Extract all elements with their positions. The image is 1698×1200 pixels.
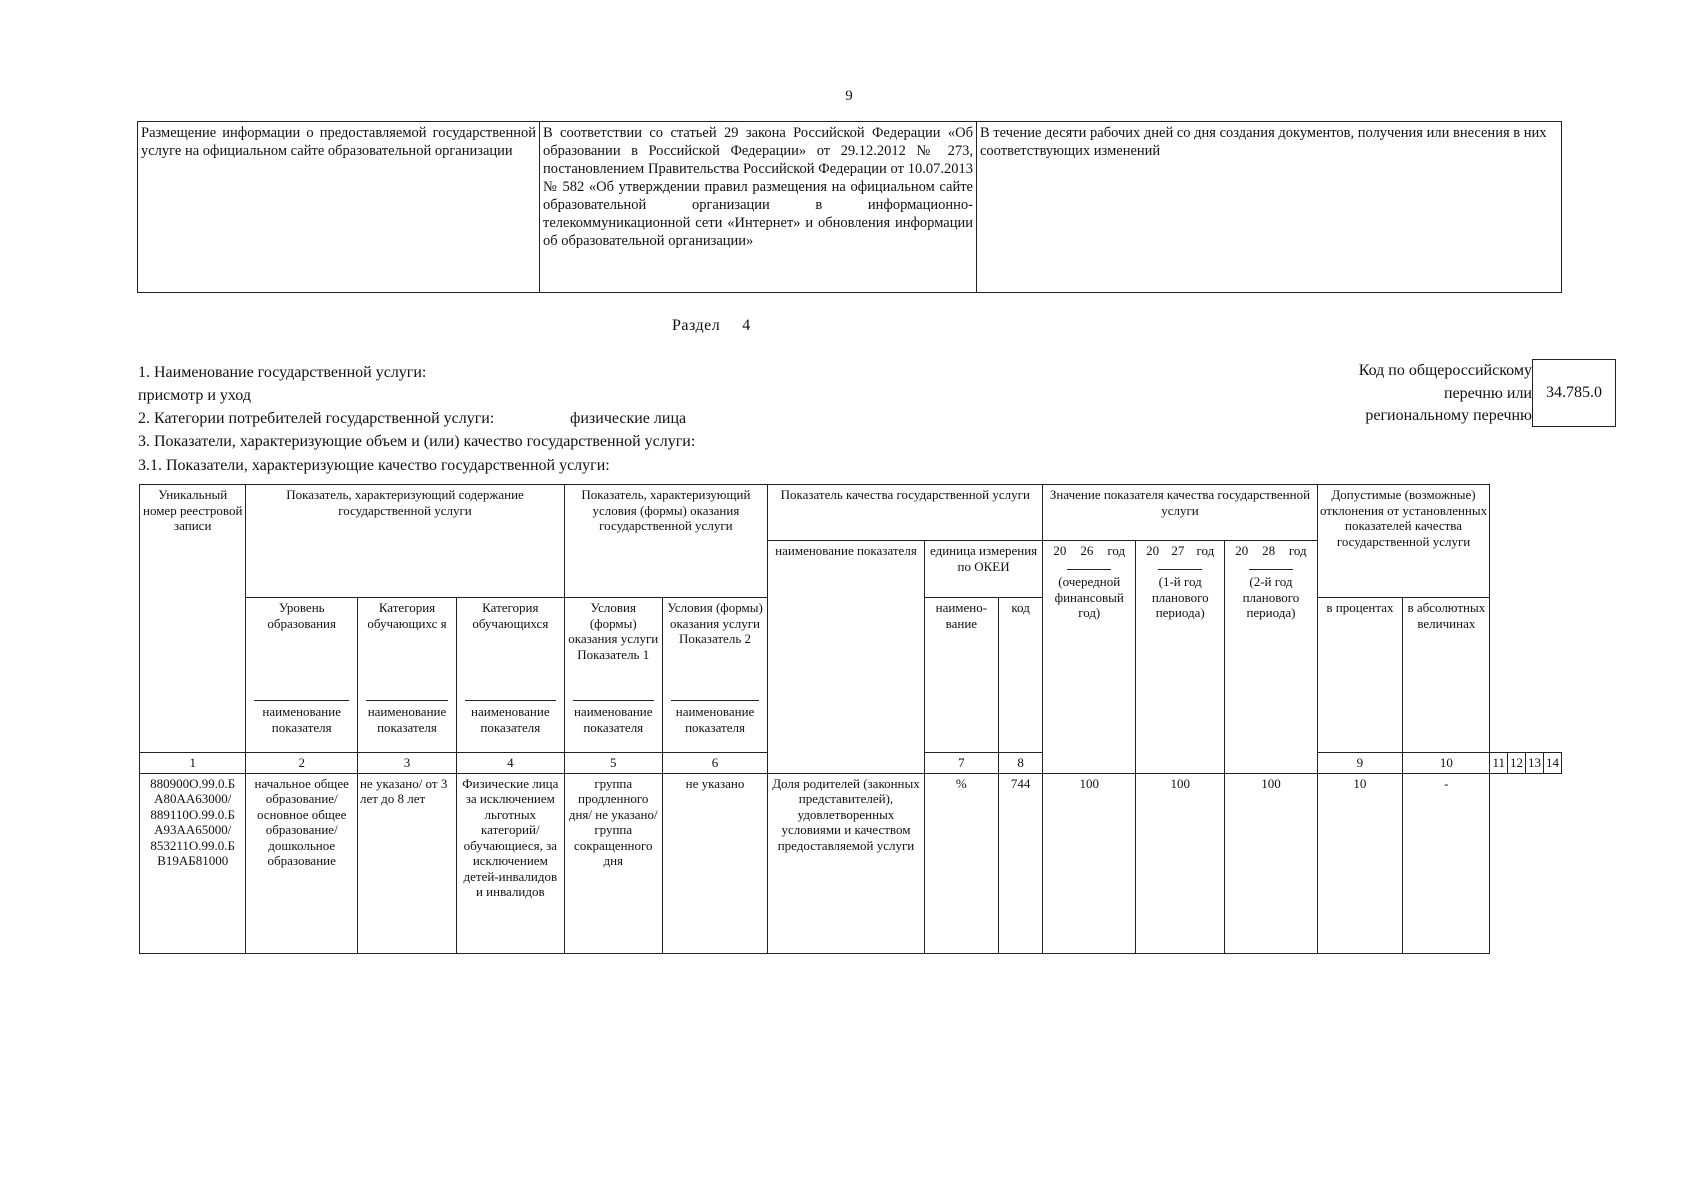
- year2-value-cell: 100: [1136, 773, 1225, 953]
- col-number: 1: [140, 753, 246, 774]
- year3-year: 28: [1262, 543, 1276, 558]
- year-underline: [1067, 569, 1111, 570]
- header-conditions-indicator: Показатель, характеризующий условия (формы) оказания государственной услуги: [564, 485, 768, 598]
- education-level-cell: начальное общее образование/ основное общее образование/ дошкольное образование: [246, 773, 358, 953]
- consumers-value: физические лица: [570, 410, 687, 427]
- student-category-1-cell: не указано/ от 3 лет до 8 лет: [357, 773, 456, 953]
- col-number: 4: [457, 753, 565, 774]
- year3-note: (2-й год планового периода): [1242, 574, 1300, 620]
- unit-code-cell: 744: [998, 773, 1042, 953]
- student-category-2-cell: Физические лица за исключением льготных категорий/ обучающиеся, за исключением детей-инвалидов и инвалидов: [457, 773, 565, 953]
- year1-prefix: 20: [1053, 543, 1067, 558]
- code-label-line1: Код по общероссийскому: [1358, 362, 1532, 379]
- year2-note: (1-й год планового периода): [1151, 574, 1209, 620]
- table-row: [140, 773, 1562, 953]
- year3-suffix: год: [1288, 543, 1307, 558]
- header-unit-okei: единица измерения по ОКЕИ: [924, 541, 1043, 598]
- col-number: 6: [662, 753, 767, 774]
- year1-suffix: год: [1107, 543, 1126, 558]
- deviation-percent-cell: 10: [1317, 773, 1403, 953]
- page-number: 9: [845, 88, 853, 104]
- student-category-1-label: Категория обучающихс я: [367, 600, 447, 631]
- section-title: [672, 317, 751, 335]
- header-year-1: [1043, 541, 1136, 774]
- col-number: 8: [998, 753, 1042, 774]
- year-underline: [1249, 569, 1293, 570]
- code-label: [1292, 360, 1532, 428]
- section-label: Раздел: [672, 317, 721, 334]
- indicator-name-label: наименование показателя: [573, 700, 654, 735]
- year-underline: [1158, 569, 1202, 570]
- subheader-condition-2: [662, 598, 767, 753]
- col-number: 2: [246, 753, 358, 774]
- update-frequency-cell: В течение десяти рабочих дней со дня создания документов, получения или внесения в них соответствующих изменений: [977, 122, 1562, 293]
- col-number: 7: [924, 753, 998, 774]
- col-number: 3: [357, 753, 456, 774]
- placement-content-cell: В соответствии со статьей 29 закона Российской Федерации «Об образовании в Российской Федерации» от 29.12.2012 № 273, постановлением Правительства Российской Федерации от 10.07.2013 № 582 «Об утверждении правил размещения на официальном сайте образовательной организации в информационно-телекоммуникационной сети «Интернет» и обновления информации об образовательной организации»: [540, 122, 977, 293]
- subheader-unit-name: наимено-вание: [924, 598, 998, 753]
- year2-prefix: 20: [1146, 543, 1160, 558]
- indicator-name-label: наименование показателя: [254, 700, 349, 735]
- header-unique-number: Уникальный номер реестровой записи: [140, 485, 246, 753]
- condition-1-cell: группа продленного дня/ не указано/ группа сокращенного дня: [564, 773, 662, 953]
- indicator-name-label: наименование показателя: [465, 700, 556, 735]
- subheader-absolute: в абсолютных величинах: [1403, 598, 1490, 753]
- indicator-name-label: наименование показателя: [671, 700, 759, 735]
- header-content-indicator: Показатель, характеризующий содержание государственной услуги: [246, 485, 564, 598]
- condition-2-label: Условия (формы) оказания услуги Показатель 2: [667, 600, 763, 646]
- code-value-box: [1532, 359, 1616, 427]
- subheader-education-level: [246, 598, 358, 753]
- subheader-student-category-1: [357, 598, 456, 753]
- quality-indicators-label: 3.1. Показатели, характеризующие качество государственной услуги:: [138, 457, 610, 474]
- year3-prefix: 20: [1235, 543, 1249, 558]
- indicators-label: 3. Показатели, характеризующие объем и (или) качество государственной услуги:: [138, 433, 696, 450]
- header-indicator-values: Значение показателя качества государственной услуги: [1043, 485, 1317, 541]
- section-number: 4: [742, 317, 751, 334]
- year1-year: 26: [1080, 543, 1094, 558]
- header-year-3: [1225, 541, 1317, 774]
- education-level-label: Уровень образования: [267, 600, 336, 631]
- col-number: 14: [1544, 753, 1562, 774]
- header-quality-indicator: Показатель качества государственной услуги: [768, 485, 1043, 541]
- year1-note: (очередной финансовый год): [1054, 574, 1124, 620]
- subheader-student-category-2: [457, 598, 565, 753]
- indicator-name-cell: Доля родителей (законных представителей), удовлетворенных условиями и качеством предоставляемой услуги: [768, 773, 925, 953]
- service-name-value: присмотр и уход: [138, 387, 251, 404]
- student-category-2-label: Категория обучающихся: [472, 600, 549, 631]
- deviation-absolute-cell: -: [1403, 773, 1490, 953]
- condition-2-cell: не указано: [662, 773, 767, 953]
- code-value: 34.785.0: [1546, 384, 1602, 401]
- quality-indicators-table: [139, 484, 1562, 954]
- code-label-line2: перечню или: [1443, 384, 1532, 402]
- year1-value-cell: 100: [1043, 773, 1136, 953]
- subheader-unit-code: код: [998, 598, 1042, 753]
- code-label-line3: региональному перечню: [1365, 407, 1532, 424]
- info-placement-table: [137, 121, 1562, 293]
- unit-name-cell: %: [924, 773, 998, 953]
- col-number: 12: [1508, 753, 1526, 774]
- header-year-2: [1136, 541, 1225, 774]
- subheader-percent: в процентах: [1317, 598, 1403, 753]
- col-number: 13: [1526, 753, 1544, 774]
- registry-number-cell: 880900О.99.0.Б А80АА63000/ 889110О.99.0.Б А93АА65000/ 853211О.99.0.Б В19АБ81000: [140, 773, 246, 953]
- header-deviation: Допустимые (возможные) отклонения от установленных показателей качества государственной услуги: [1317, 485, 1490, 598]
- col-number: 11: [1490, 753, 1508, 774]
- indicator-name-label: наименование показателя: [366, 700, 448, 735]
- col-number: 9: [1317, 753, 1403, 774]
- subheader-condition-1: [564, 598, 662, 753]
- year2-year: 27: [1171, 543, 1185, 558]
- placement-method-cell: Размещение информации о предоставляемой государственной услуге на официальном сайте образовательной организации: [138, 122, 540, 293]
- year3-value-cell: 100: [1225, 773, 1317, 953]
- consumers-label: 2. Категории потребителей государственной услуги:: [138, 410, 495, 427]
- service-name-label: 1. Наименование государственной услуги:: [138, 364, 427, 381]
- header-indicator-name: наименование показателя: [768, 541, 925, 774]
- condition-1-label: Условия (формы) оказания услуги Показатель 1: [568, 600, 659, 662]
- col-number: 10: [1403, 753, 1490, 774]
- year2-suffix: год: [1196, 543, 1215, 558]
- col-number: 5: [564, 753, 662, 774]
